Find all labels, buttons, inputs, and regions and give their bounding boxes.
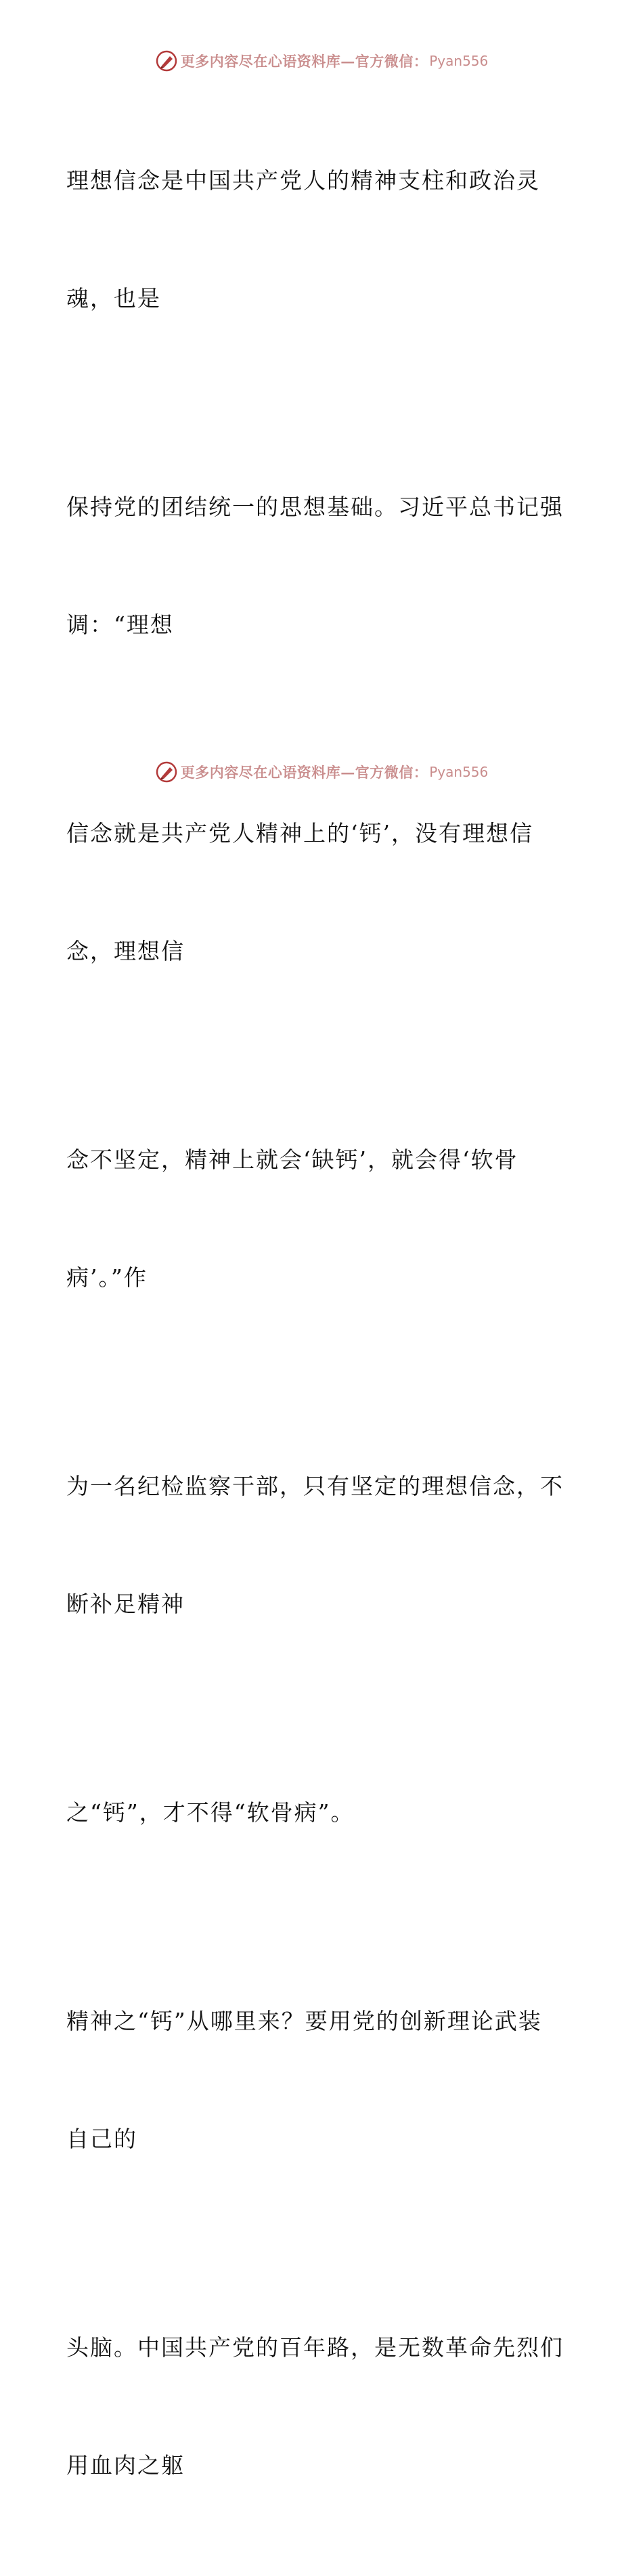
text-line: 信念就是共产党人精神上的‘钙’，没有理想信 [66, 820, 533, 846]
text-line: 理想信念是中国共产党人的精神支柱和政治灵 [66, 167, 540, 194]
paragraph [66, 83, 567, 397]
pen-nib-logo-icon [155, 49, 178, 72]
header-banner [0, 47, 643, 74]
footer-banner [0, 758, 643, 786]
paragraph [66, 1715, 567, 1911]
text-line: 魂，也是 [66, 285, 161, 312]
text-line: 用血肉之躯 [66, 2452, 185, 2478]
text-line: 保持党的团结统一的思想基础。习近平总书记强 [66, 494, 564, 520]
text-line: 念，理想信 [66, 938, 185, 964]
text-line: 病’。”作 [66, 1264, 148, 1291]
paragraph [66, 409, 567, 723]
text-line: 断补足精神 [66, 1591, 185, 1617]
banner-wechat-label: 官方微信： [355, 764, 428, 781]
banner-site-text: 更多内容尽在心语资料库— [180, 764, 355, 781]
text-line: 自己的 [66, 2126, 137, 2152]
text-line: 之“钙”，才不得“软骨病”。 [66, 1799, 355, 1826]
banner-site-text: 更多内容尽在心语资料库— [180, 53, 355, 70]
paragraph [66, 1923, 567, 2237]
text-line: 调：“理想 [66, 611, 174, 638]
document-body [66, 83, 567, 2576]
paragraph [66, 1388, 567, 1702]
text-line: 精神之“钙”从哪里来？要用党的创新理论武装 [66, 2008, 542, 2034]
text-line: 为一名纪检监察干部，只有坚定的理想信念，不 [66, 1473, 564, 1499]
banner-wechat-id: Pyan556 [429, 53, 489, 69]
banner-wechat-id: Pyan556 [429, 764, 489, 780]
pen-nib-logo-icon [155, 760, 178, 783]
paragraph [66, 1062, 567, 1376]
banner-wechat-label: 官方微信： [355, 53, 428, 70]
text-line: 头脑。中国共产党的百年路，是无数革命先烈们 [66, 2334, 564, 2361]
paragraph [66, 2250, 567, 2564]
text-line: 念不坚定，精神上就会‘缺钙’，就会得‘软骨 [66, 1146, 518, 1173]
